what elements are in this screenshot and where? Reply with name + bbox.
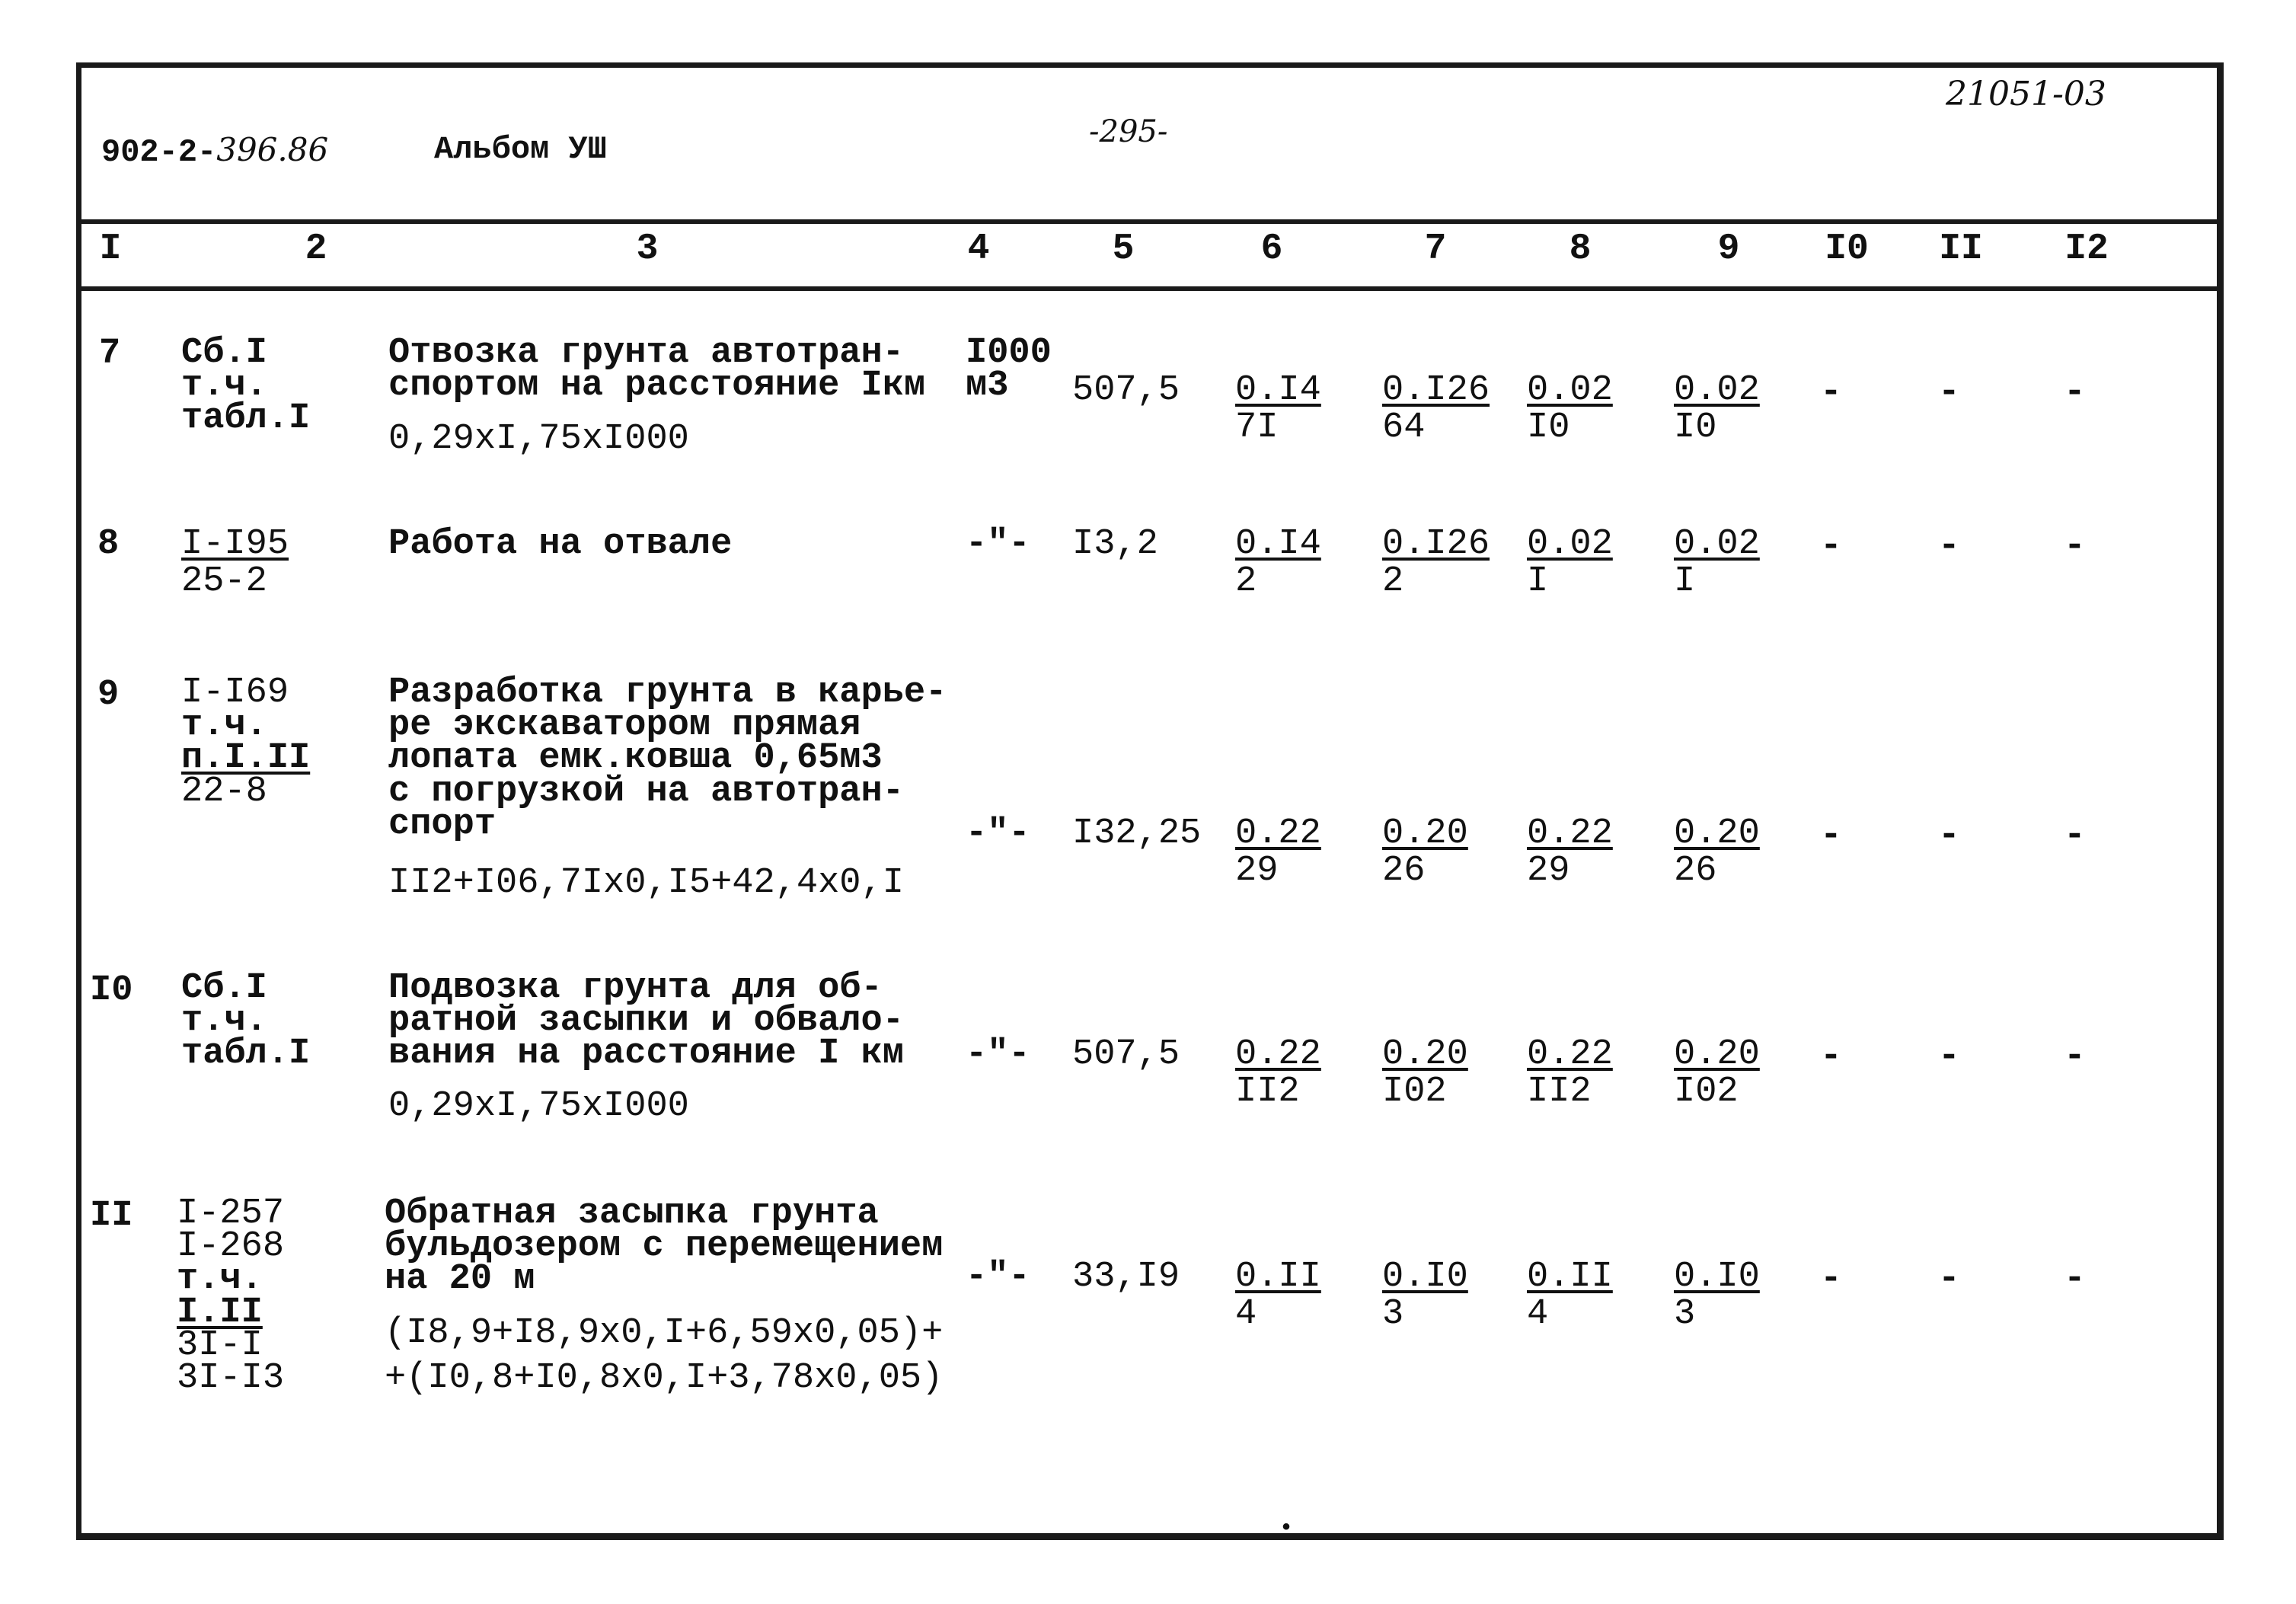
row-quantity: I32,25 <box>1072 813 1202 854</box>
column-header-9: 9 <box>1717 228 1740 270</box>
album-label: Альбом УШ <box>434 131 607 168</box>
header-rule-bottom <box>76 286 2224 291</box>
column-header-5: 5 <box>1112 228 1135 270</box>
row-description: Разработка грунта в карье- ре экскаватором прямая лопата емк.ковша 0,65м3 с погрузкой на автотран- спорт <box>388 673 947 845</box>
row-description: Подвозка грунта для об- ратной засыпки и обвало- вания на расстояние I км <box>388 968 904 1075</box>
row-unit: -"- <box>966 1257 1030 1297</box>
column-header-4: 4 <box>967 228 990 270</box>
row-col8: 0.22 II2 <box>1527 1034 1613 1113</box>
row-col10: - <box>1820 1036 1842 1077</box>
column-header-2: 2 <box>305 228 327 270</box>
row-reference: I-I69 т.ч. п.I.II 22-8 <box>181 673 311 812</box>
row-col7: 0.20 I02 <box>1382 1034 1468 1113</box>
row-col9: 0.02 I0 <box>1674 370 1760 449</box>
row-unit: -"- <box>966 524 1030 564</box>
row-col6: 0.II 4 <box>1235 1257 1321 1335</box>
row-quantity: 33,I9 <box>1072 1257 1180 1297</box>
column-header-10: I0 <box>1825 228 1869 270</box>
row-col12: - <box>2064 526 2086 567</box>
row-col6: 0.22 29 <box>1235 813 1321 892</box>
row-number: II <box>90 1196 133 1236</box>
row-formula: 0,29xI,75xI000 <box>388 1086 689 1126</box>
row-col11: - <box>1938 1258 1960 1299</box>
row-reference: Сб.I т.ч. табл.I <box>181 333 311 439</box>
column-header-11: II <box>1939 228 1983 270</box>
page-number: -295- <box>1089 114 1168 149</box>
row-description: Обратная засыпка грунта бульдозером с перемещением на 20 м <box>385 1193 944 1300</box>
row-col8: 0.II 4 <box>1527 1257 1613 1335</box>
row-col9: 0.20 26 <box>1674 813 1760 892</box>
row-col8: 0.22 29 <box>1527 813 1613 892</box>
column-header-8: 8 <box>1569 228 1592 270</box>
row-col7: 0.I26 2 <box>1382 524 1490 602</box>
row-col12: - <box>2064 1036 2086 1077</box>
row-formula: (I8,9+I8,9x0,I+6,59x0,05)+ +(I0,8+I0,8x0,I+3,78x0,05) <box>385 1313 944 1398</box>
row-number: 8 <box>97 524 120 564</box>
row-unit: I000 м3 <box>966 333 1052 407</box>
row-number: 9 <box>97 675 120 715</box>
row-col6: 0.22 II2 <box>1235 1034 1321 1113</box>
row-col12: - <box>2064 372 2086 413</box>
row-col8: 0.02 I0 <box>1527 370 1613 449</box>
row-number: I0 <box>90 970 133 1011</box>
header-rule-top <box>76 219 2224 224</box>
row-col6: 0.I4 2 <box>1235 524 1321 602</box>
row-col7: 0.I0 3 <box>1382 1257 1468 1335</box>
row-col11: - <box>1938 526 1960 567</box>
bottom-edge-dot: • <box>1279 1516 1294 1542</box>
row-col10: - <box>1820 1258 1842 1299</box>
row-col7: 0.I26 64 <box>1382 370 1490 449</box>
row-quantity: 507,5 <box>1072 370 1180 411</box>
row-unit: -"- <box>966 1034 1030 1075</box>
column-header-7: 7 <box>1424 228 1447 270</box>
row-col9: 0.02 I <box>1674 524 1760 602</box>
row-col9: 0.20 I02 <box>1674 1034 1760 1113</box>
row-col12: - <box>2064 1258 2086 1299</box>
row-col9: 0.I0 3 <box>1674 1257 1760 1335</box>
column-header-6: 6 <box>1260 228 1283 270</box>
row-col11: - <box>1938 1036 1960 1077</box>
row-quantity: 507,5 <box>1072 1034 1180 1075</box>
document-code-handwritten: 396.86 <box>216 131 329 168</box>
row-formula: II2+I06,7Ix0,I5+42,4x0,I <box>388 863 904 903</box>
row-col6: 0.I4 7I <box>1235 370 1321 449</box>
row-formula: 0,29xI,75xI000 <box>388 419 689 459</box>
document-code-printed: 902-2- <box>101 134 217 171</box>
column-header-1: I <box>99 228 122 270</box>
row-number: 7 <box>99 334 121 374</box>
row-col11: - <box>1938 815 1960 856</box>
row-col8: 0.02 I <box>1527 524 1613 602</box>
row-col10: - <box>1820 526 1842 567</box>
row-description: Работа на отвале <box>388 524 733 564</box>
row-reference: Сб.I т.ч. табл.I <box>181 968 311 1075</box>
document-stamp-number: 21051-03 <box>1946 75 2106 113</box>
column-header-3: 3 <box>636 228 659 270</box>
row-unit: -"- <box>966 813 1030 854</box>
row-reference: I-257 I-268 т.ч. I.II 3I-I 3I-I3 <box>177 1193 285 1399</box>
document-code <box>101 131 328 171</box>
row-col12: - <box>2064 815 2086 856</box>
row-col10: - <box>1820 372 1842 413</box>
row-col10: - <box>1820 815 1842 856</box>
row-col11: - <box>1938 372 1960 413</box>
row-description: Отвозка грунта автотран- спортом на расстояние Iкм <box>388 333 926 407</box>
row-quantity: I3,2 <box>1072 524 1158 564</box>
row-reference: I-I95 25-2 <box>181 524 289 602</box>
column-header-12: I2 <box>2064 228 2109 270</box>
row-col7: 0.20 26 <box>1382 813 1468 892</box>
